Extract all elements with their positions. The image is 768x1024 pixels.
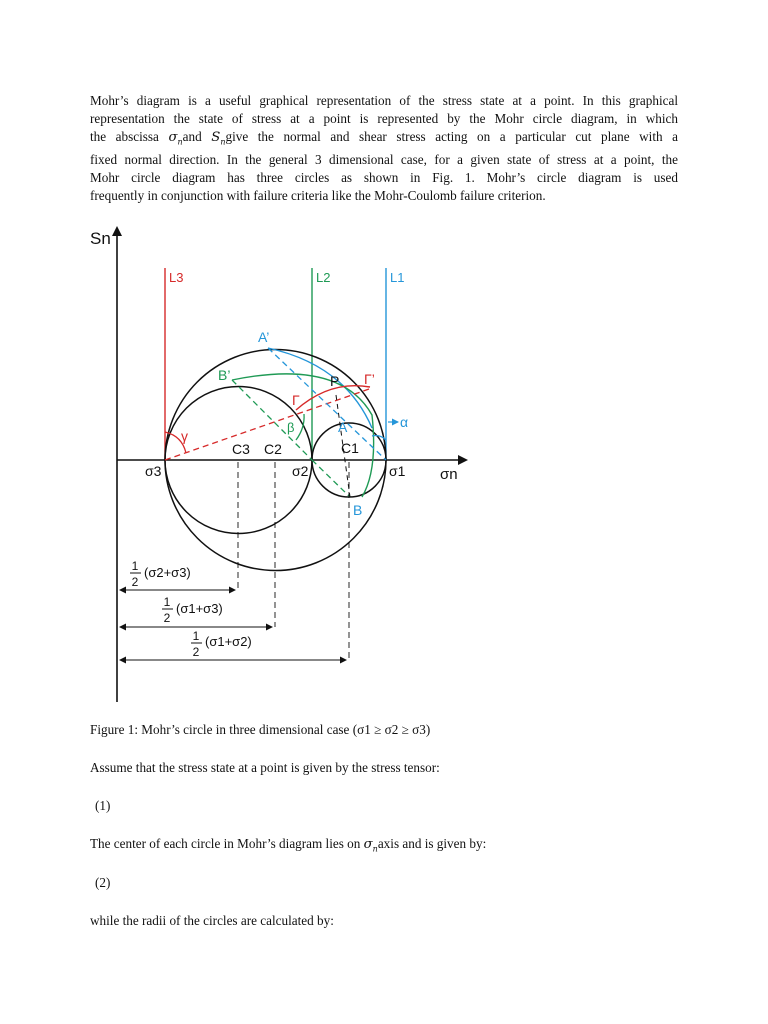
radii-text: while the radii of the circles are calculated by: — [90, 913, 334, 928]
label-a-prime: A’ — [258, 329, 270, 345]
equation-1-number: (1) — [95, 798, 111, 813]
intro-paragraph — [90, 92, 678, 204]
svg-text:2: 2 — [163, 611, 171, 625]
label-c1: C1 — [341, 440, 359, 456]
centers-text — [90, 835, 486, 859]
label-sigma3: σ3 — [145, 463, 162, 479]
label-c2: C2 — [264, 441, 282, 457]
beta-angle-arc — [296, 414, 304, 440]
intro-line-3c: give the normal and shear stress acting on a particular cut plane with a — [225, 128, 679, 144]
figure-caption: Figure 1: Mohr’s circle in three dimensional case (σ1 ≥ σ2 ≥ σ3) — [90, 722, 431, 737]
centers-pre: The center of each circle in Mohr’s diagram lies on — [90, 836, 364, 851]
intro-line-4: fixed normal direction. In the general 3 dimensional case, for a given state of stress at a point, the — [90, 152, 678, 168]
intro-line-3a: the abscissa — [90, 128, 169, 144]
sigma-n-symbol-2: $\sigma_n$ — [363, 837, 378, 854]
y-axis-label: Sn — [90, 229, 111, 248]
label-gamma-small: γ — [181, 428, 188, 444]
label-gamma-cap: Γ — [292, 392, 300, 408]
intro-line-3 — [90, 128, 678, 151]
intro-line-6: frequently in conjunction with failure criteria like the Mohr-Coulomb failure criterion. — [90, 187, 546, 203]
label-p: P — [330, 373, 340, 389]
mohr-circle-figure — [84, 222, 504, 712]
svg-text:(σ1+σ2): (σ1+σ2) — [205, 634, 252, 649]
s-n-symbol: $S_n$ — [211, 129, 226, 147]
label-alpha: α — [400, 414, 409, 430]
intro-line-2: representation the state of stress at a point is represented by the Mohr circle diagram, in which — [90, 110, 678, 126]
svg-text:2: 2 — [131, 575, 139, 589]
label-sigma2: σ2 — [292, 463, 309, 479]
x-axis-label: σn — [440, 466, 458, 483]
svg-text:1: 1 — [131, 559, 139, 573]
label-l2: L2 — [316, 270, 331, 285]
svg-text:1: 1 — [192, 629, 200, 643]
assume-text: Assume that the stress state at a point is given by the stress tensor: — [90, 760, 440, 775]
svg-text:(σ1+σ3): (σ1+σ3) — [176, 601, 223, 616]
label-l3: L3 — [169, 270, 184, 285]
label-l1: L1 — [390, 270, 405, 285]
intro-line-1: Mohr’s diagram is a useful graphical representation of the stress state at a point. In this graphical — [90, 93, 678, 108]
equation-2-number: (2) — [95, 875, 111, 890]
label-a: A — [338, 419, 348, 435]
svg-text:(σ2+σ3): (σ2+σ3) — [144, 565, 191, 580]
label-beta: β — [287, 420, 295, 435]
svg-text:2: 2 — [192, 645, 200, 659]
blue-arc — [268, 348, 372, 428]
dim-label-1 — [130, 559, 191, 589]
sigma-n-symbol: $\sigma_n$ — [168, 129, 183, 147]
intro-line-3b: and — [182, 128, 212, 144]
intro-line-5: Mohr circle diagram has three circles as shown in Fig. 1. Mohr’s circle diagram is used — [90, 169, 678, 185]
label-sigma1: σ1 — [389, 463, 406, 479]
label-b-prime: B’ — [218, 367, 231, 383]
dim-label-3 — [191, 629, 252, 659]
label-gamma-prime: Γ’ — [364, 371, 375, 387]
svg-text:1: 1 — [163, 595, 171, 609]
dim-label-2 — [162, 595, 223, 625]
centers-post: axis and is given by: — [377, 836, 487, 851]
label-b: B — [353, 502, 363, 518]
label-c3: C3 — [232, 441, 250, 457]
